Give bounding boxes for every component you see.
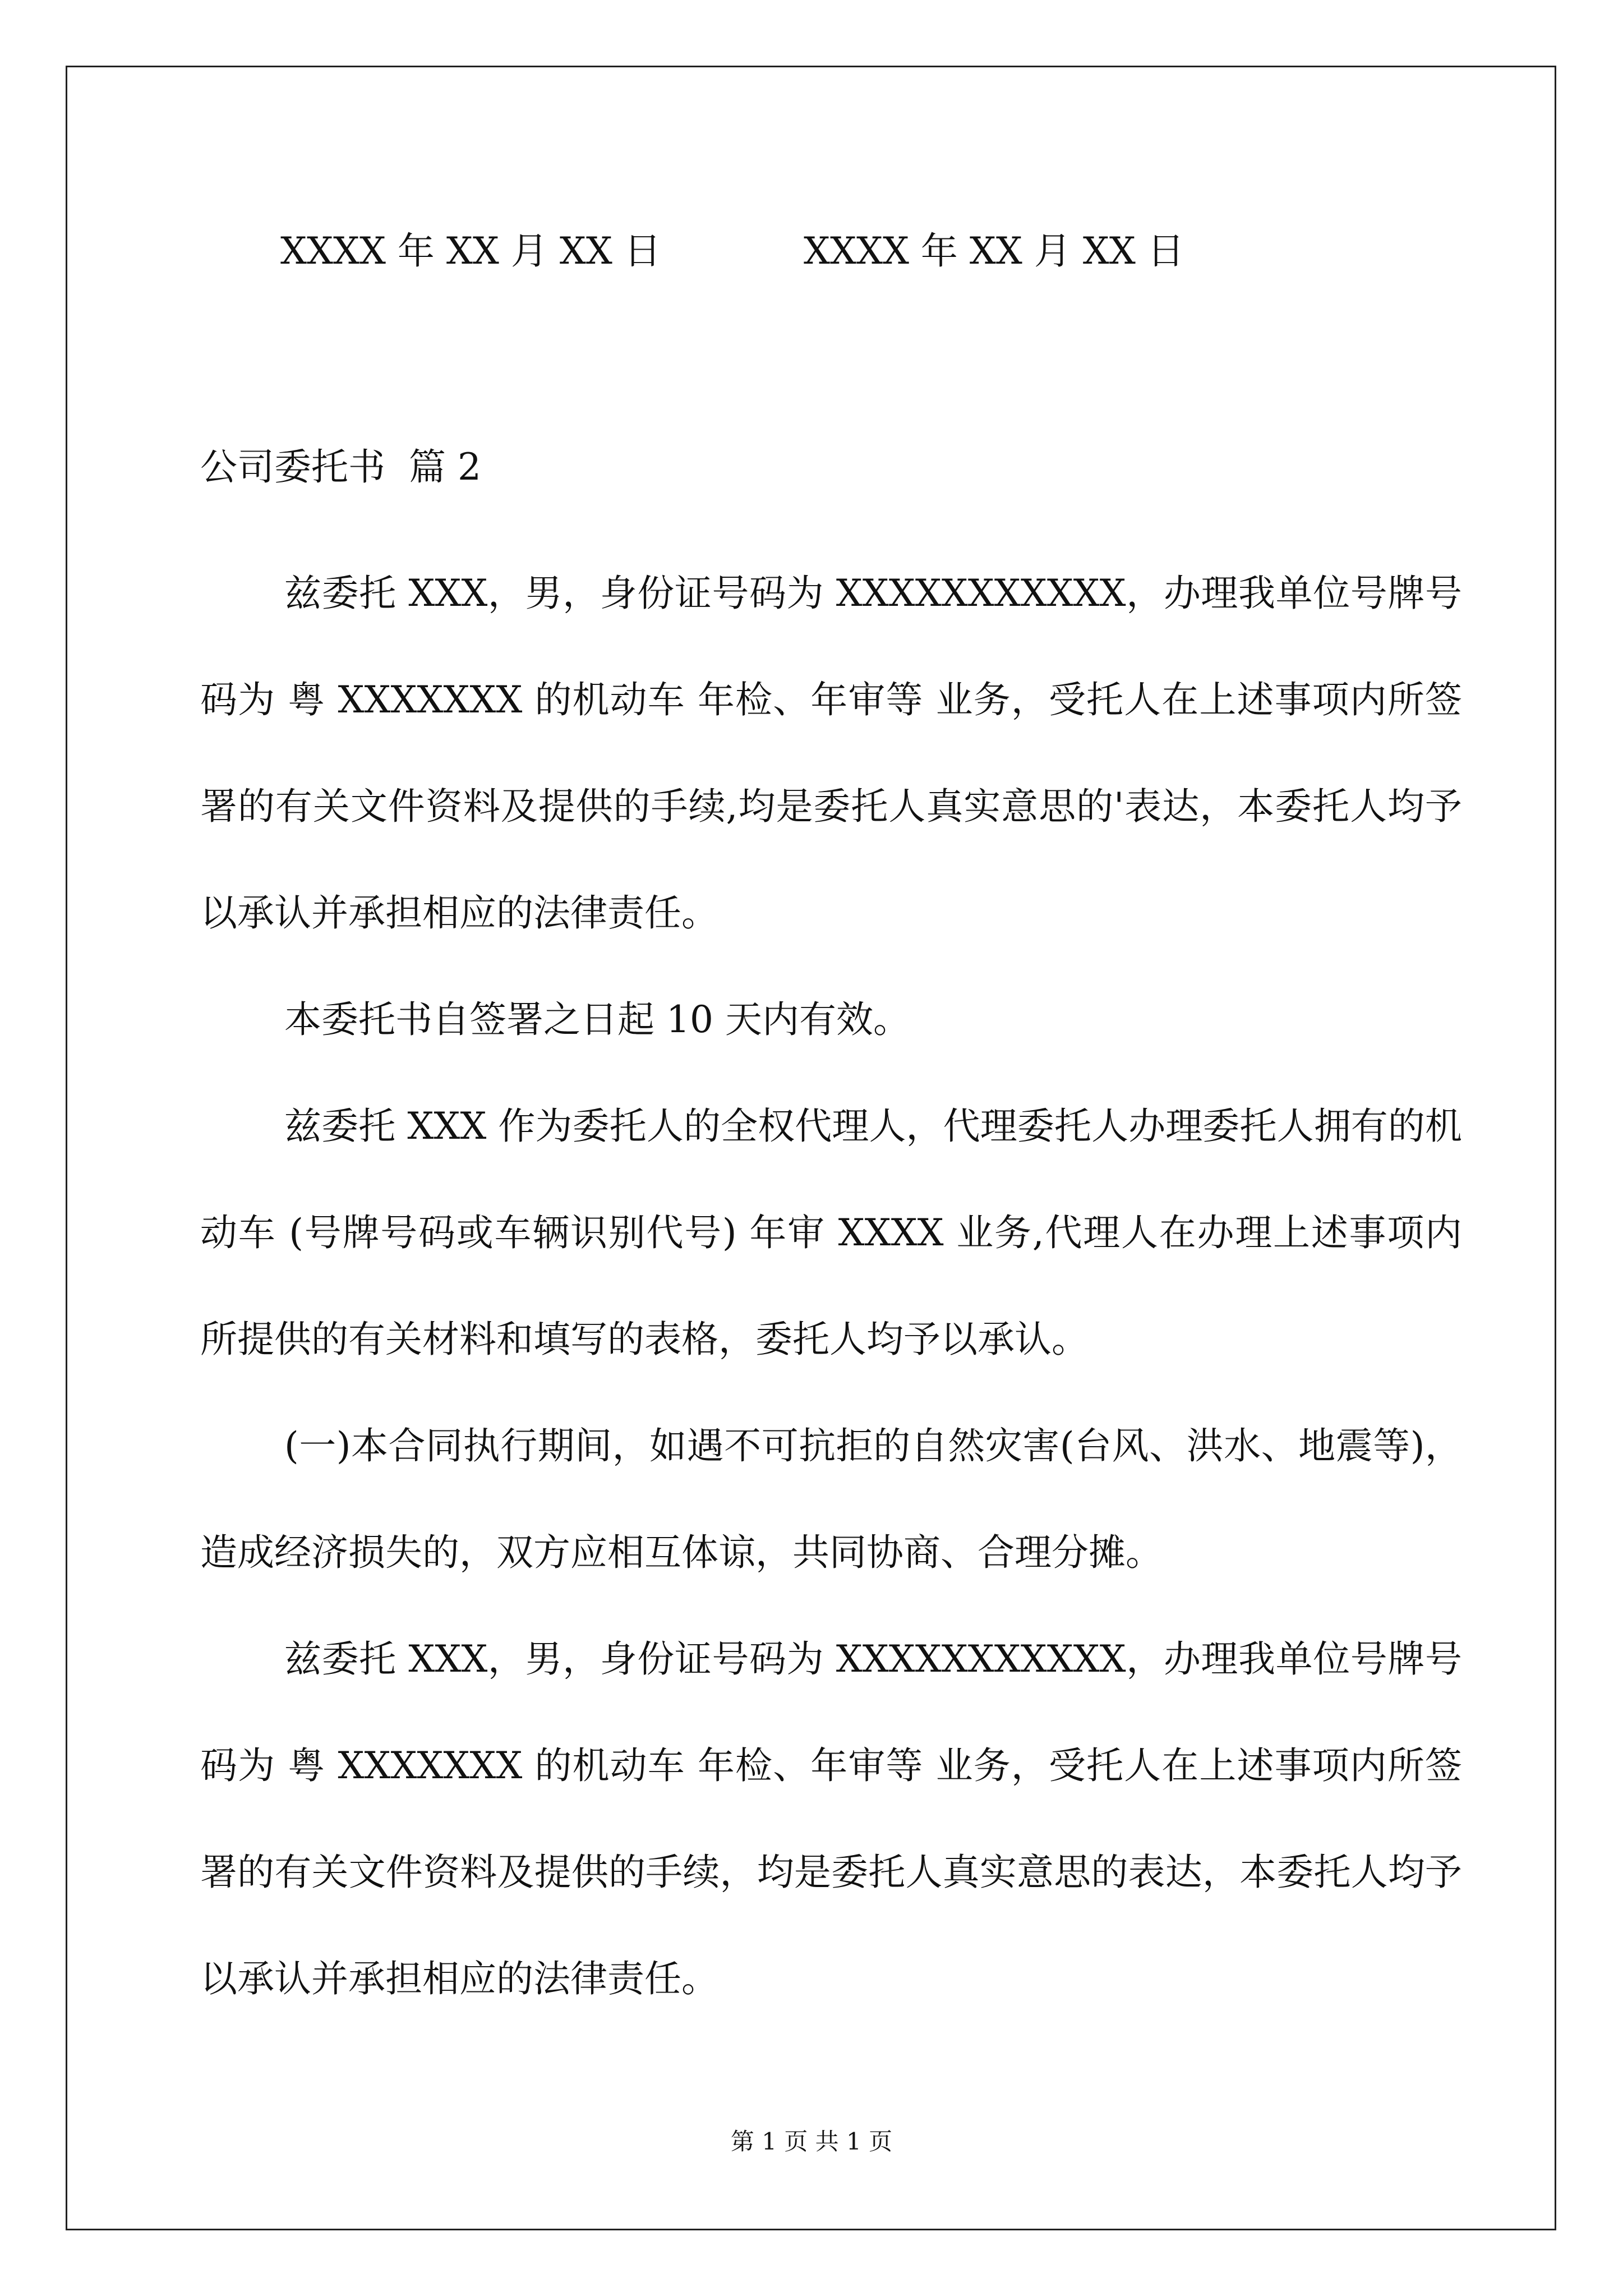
page-footer: 第 1 页 共 1 页 [730,2128,893,2155]
paragraph-authorization-2: 兹委托 XXX 作为委托人的全权代理人，代理委托人办理委托人拥有的机动车 (号牌号码或车辆识别代号) 年审 XXXX 业务,代理人在办理上述事项内所提供的有关材料和填写的表格，委托人均予以承认。 [200,1105,1462,1361]
document-body [200,540,1462,2032]
paragraph-authorization-1: 兹委托 XXX，男，身份证号码为 XXXXXXXXXXX，办理我单位号牌号码为 粤 XXXXXXX 的机动车 年检、年审等 业务，受托人在上述事项内所签署的有关文件资料及提供的手续,均是委托人真实意思的'表达，本委托人均予以承认并承担相应的法律责任。 [200,572,1462,935]
date-left: XXXX 年 XX 月 XX 日 [280,229,661,273]
paragraph-validity: 本委托书自签署之日起 10 天内有效。 [284,998,910,1041]
paragraph-authorization-3: 兹委托 XXX，男，身份证号码为 XXXXXXXXXXX，办理我单位号牌号码为 粤 XXXXXXX 的机动车 年检、年审等 业务，受托人在上述事项内所签署的有关文件资料及提供的手续，均是委托人真实意思的表达，本委托人均予以承认并承担相应的法律责任。 [200,1637,1462,2000]
paragraph-force-majeure: (一)本合同执行期间，如遇不可抗拒的自然灾害(台风、洪水、地震等)，造成经济损失的，双方应相互体谅，共同协商、合理分摊。 [200,1424,1462,1574]
signature-dates [0,223,1623,279]
section-title: 公司委托书 篇 2 [200,445,481,489]
date-right: XXXX 年 XX 月 XX 日 [804,229,1184,273]
